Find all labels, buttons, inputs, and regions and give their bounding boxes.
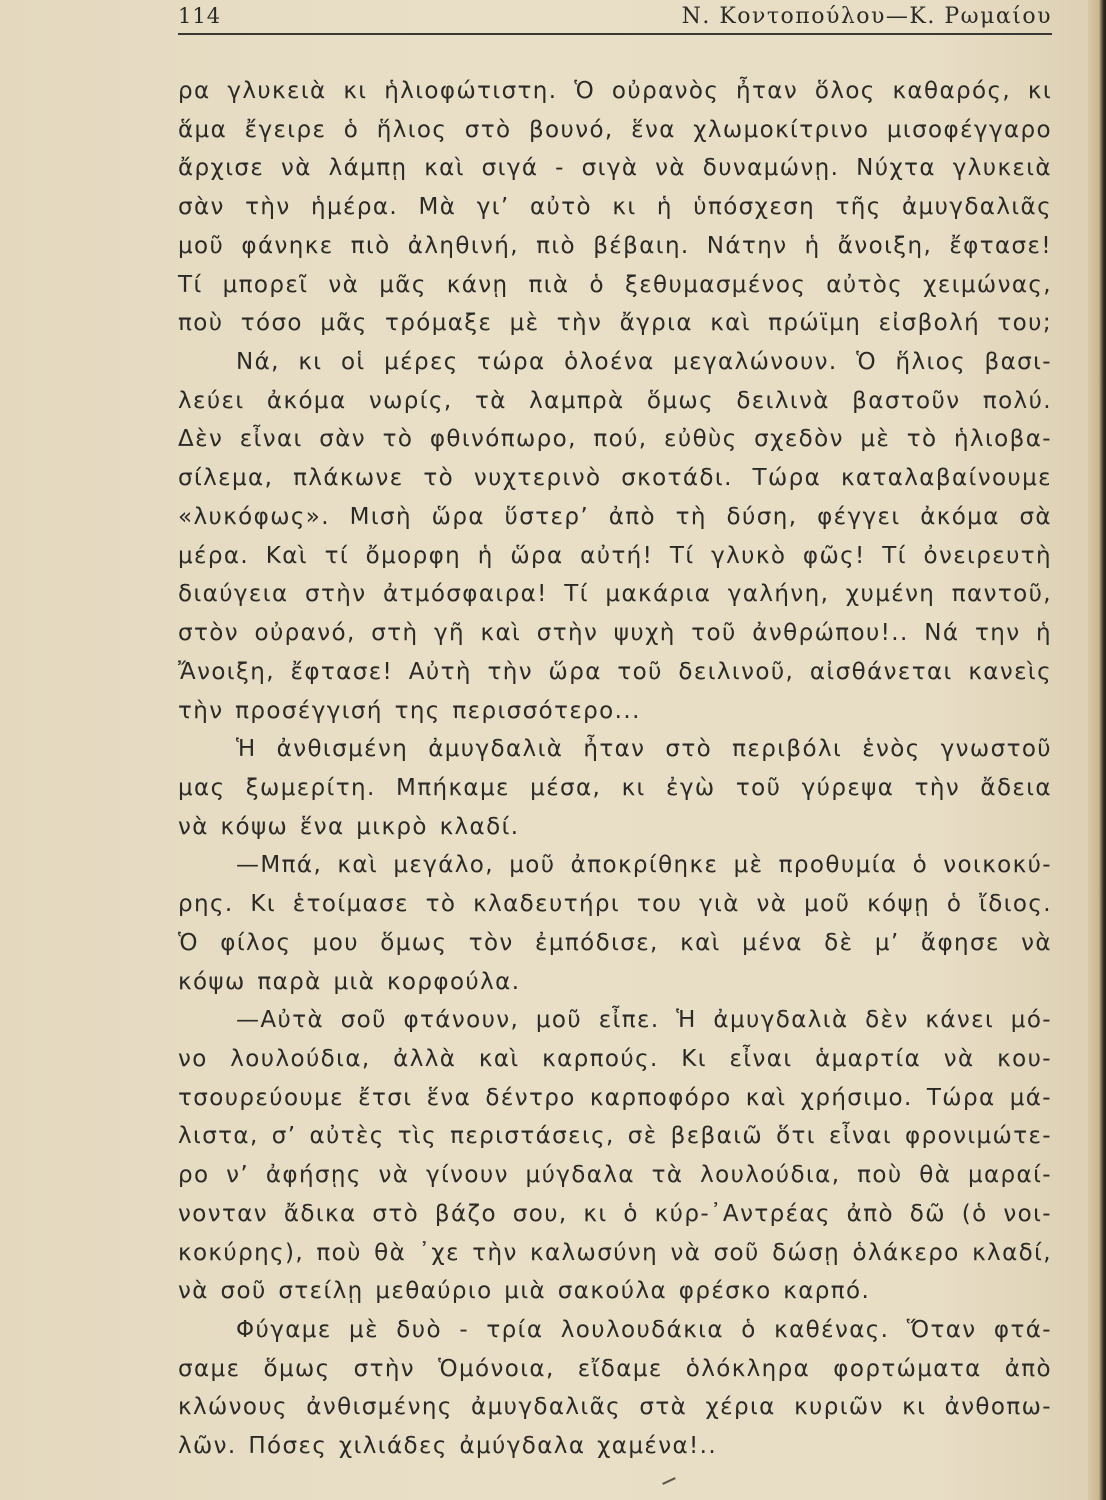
text-line: «λυκόφως». Μισὴ ὥρα ὕστερ’ ἀπὸ τὴ δύση, φέγγει ἀκόμα σὰ bbox=[178, 503, 1052, 530]
page-edge-shadow bbox=[1088, 0, 1106, 1500]
text-line: νο λουλούδια, ἀλλὰ καὶ καρπούς. Κι εἶναι ἁμαρτία νὰ κου- bbox=[178, 1045, 1052, 1072]
text-line: λεύει ἀκόμα νωρίς, τὰ λαμπρὰ ὅμως δειλινὰ βαστοῦν πολύ. bbox=[178, 387, 1052, 414]
text-line: μοῦ φάνηκε πιὸ ἀληθινή, πιὸ βέβαιη. Νάτην ἡ ἄνοιξη, ἔφτασε! bbox=[178, 232, 1052, 259]
paragraph-start-line: —Αὐτὰ σοῦ φτάνουν, μοῦ εἶπε. Ἡ ἀμυγδαλιὰ δὲν κάνει μό- bbox=[236, 1007, 1052, 1034]
text-line: σὰν τὴν ἡμέρα. Μὰ γι’ αὐτὸ κι ἡ ὑπόσχεση τῆς ἀμυγδαλιᾶς bbox=[178, 194, 1052, 221]
page-number: 114 bbox=[178, 4, 222, 28]
text-line: διαύγεια στὴν ἀτμόσφαιρα! Τί μακάρια γαλήνη, χυμένη παντοῦ, bbox=[178, 581, 1052, 608]
paragraph-start-line: Νά, κι οἱ μέρες τώρα ὁλοένα μεγαλώνουν. Ὁ ἥλιος βασι- bbox=[236, 349, 1052, 376]
paragraph-end-line: λῶν. Πόσες χιλιάδες ἀμύγδαλα χαμένα!.. bbox=[178, 1433, 718, 1460]
text-line: μας ξωμερίτη. Μπήκαμε μέσα, κι ἐγὼ τοῦ γύρεψα τὴν ἄδεια bbox=[178, 774, 1052, 801]
header-rule bbox=[178, 33, 1052, 35]
text-line: νονταν ἄδικα στὸ βάζο σου, κι ὁ κύρ-᾿Αντρέας ἀπὸ δῶ (ὁ νοι- bbox=[178, 1200, 1052, 1227]
paragraph-end-line: νὰ κόψω ἕνα μικρὸ κλαδί. bbox=[178, 813, 520, 840]
text-line: ρα γλυκειὰ κι ἡλιοφώτιστη. Ὁ οὐρανὸς ἦταν ὅλος καθαρός, κι bbox=[178, 78, 1052, 104]
text-line: σαμε ὅμως στὴν Ὁμόνοια, εἴδαμε ὁλόκληρα φορτώματα ἀπὸ bbox=[178, 1355, 1052, 1382]
text-line: ἄρχισε νὰ λάμπῃ καὶ σιγά - σιγὰ νὰ δυναμώνῃ. Νύχτα γλυκειὰ bbox=[178, 155, 1052, 182]
text-line: στὸν οὐρανό, στὴ γῆ καὶ στὴν ψυχὴ τοῦ ἀνθρώπου!.. Νά την ἡ bbox=[178, 620, 1052, 647]
running-head: Ν. Κοντοπούλου—Κ. Ρωμαίου bbox=[681, 4, 1052, 29]
text-line: κλώνους ἀνθισμένης ἀμυγδαλιᾶς στὰ χέρια κυριῶν κι ἀνθοπω- bbox=[178, 1394, 1052, 1421]
text-line: ποὺ τόσο μᾶς τρόμαξε μὲ τὴν ἄγρια καὶ πρώϊμη εἰσβολή του; bbox=[178, 310, 1052, 337]
text-line: λιστα, σ’ αὐτὲς τὶς περιστάσεις, σὲ βεβαιῶ ὅτι εἶναι φρονιμώτε- bbox=[178, 1123, 1052, 1150]
text-line: Δὲν εἶναι σὰν τὸ φθινόπωρο, πού, εὐθὺς σχεδὸν μὲ τὸ ἡλιοβα- bbox=[178, 426, 1052, 453]
page-header bbox=[178, 4, 1052, 32]
text-line: Ὁ φίλος μου ὅμως τὸν ἐμπόδισε, καὶ μένα δὲ μ’ ἄφησε νὰ bbox=[178, 929, 1052, 956]
paragraph-start-line: Φύγαμε μὲ δυὸ - τρία λουλουδάκια ὁ καθένας. Ὅταν φτά- bbox=[236, 1317, 1052, 1343]
text-line: τσουρεύουμε ἔτσι ἕνα δέντρο καρποφόρο καὶ χρήσιμο. Τώρα μά- bbox=[178, 1084, 1052, 1111]
text-line: μέρα. Καὶ τί ὄμορφη ἡ ὥρα αὐτή! Τί γλυκὸ φῶς! Τί ὀνειρευτὴ bbox=[178, 542, 1052, 569]
paragraph-start-line: Ἡ ἀνθισμένη ἀμυγδαλιὰ ἦταν στὸ περιβόλι ἑνὸς γνωστοῦ bbox=[236, 736, 1052, 763]
paragraph-end-line: νὰ σοῦ στείλῃ μεθαύριο μιὰ σακούλα φρέσκο καρπό. bbox=[178, 1278, 871, 1305]
text-line: Ἄνοιξη, ἔφτασε! Αὐτὴ τὴν ὥρα τοῦ δειλινοῦ, αἰσθάνεται κανεὶς bbox=[178, 658, 1052, 685]
body-text bbox=[178, 72, 1052, 1466]
paragraph-start-line: —Μπά, καὶ μεγάλο, μοῦ ἀποκρίθηκε μὲ προθυμία ὁ νοικοκύ- bbox=[236, 852, 1052, 879]
text-line: Τί μπορεῖ νὰ μᾶς κάνῃ πιὰ ὁ ξεθυμασμένος αὐτὸς χειμώνας, bbox=[178, 271, 1052, 298]
paragraph-end-line: τὴν προσέγγισή της περισσότερο... bbox=[178, 697, 641, 724]
text-line: σίλεμα, πλάκωνε τὸ νυχτερινὸ σκοτάδι. Τώρα καταλαβαίνουμε bbox=[178, 465, 1052, 492]
text-line: ἅμα ἔγειρε ὁ ἥλιος στὸ βουνό, ἕνα χλωμοκίτρινο μισοφέγγαρο bbox=[178, 116, 1052, 143]
text-line: ρο ν’ ἀφήσῃς νὰ γίνουν μύγδαλα τὰ λουλούδια, ποὺ θὰ μαραί- bbox=[178, 1162, 1052, 1189]
text-line: κοκύρης), ποὺ θὰ ᾿χε τὴν καλωσύνη νὰ σοῦ δώσῃ ὁλάκερο κλαδί, bbox=[178, 1239, 1052, 1266]
text-line: ρης. Κι ἑτοίμασε τὸ κλαδευτήρι του γιὰ νὰ μοῦ κόψῃ ὁ ἴδιος. bbox=[178, 891, 1052, 918]
paragraph-end-line: κόψω παρὰ μιὰ κορφούλα. bbox=[178, 968, 521, 995]
